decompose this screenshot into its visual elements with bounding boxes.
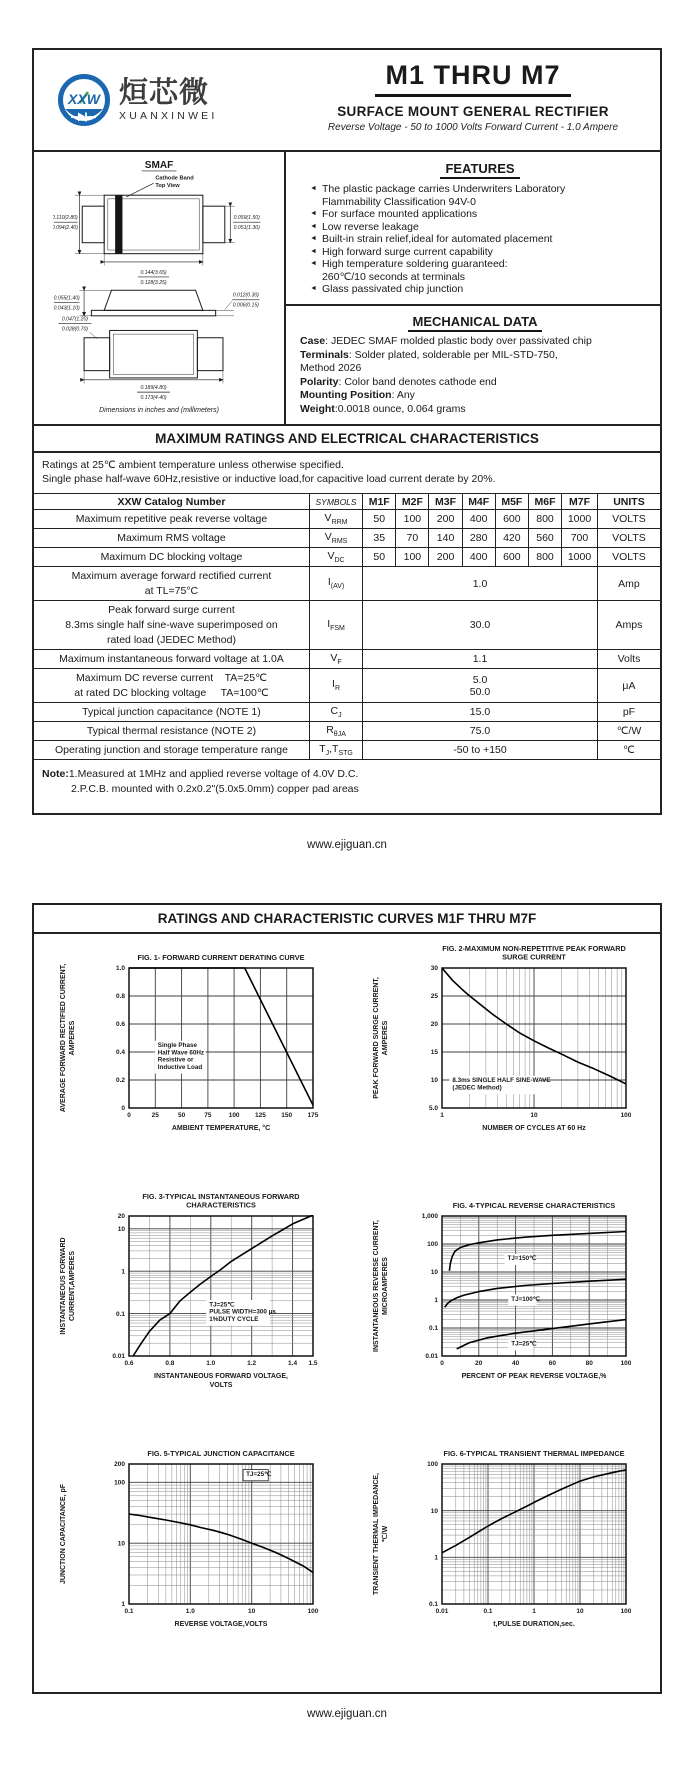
parameter-cell: Maximum DC reverse current TA=25℃ at rated DC blocking voltage TA=100℃ — [34, 669, 309, 703]
symbol-cell: $R_{\theta JA}$ — [309, 722, 362, 741]
fig2-chart — [354, 942, 654, 1178]
svg-text:TJ=25℃: TJ=25℃ — [208, 1301, 234, 1309]
value-cell: 15.0 — [363, 703, 598, 722]
svg-text:XXW: XXW — [68, 91, 100, 107]
table-header-cell: M2F — [396, 494, 429, 510]
feature-bullet-icon: ◄ — [310, 185, 317, 192]
curves-page-title: RATINGS AND CHARACTERISTIC CURVES M1F THRU M7F — [34, 905, 660, 934]
feature-item: ◄ High forward surge current capability — [310, 245, 493, 258]
footnote-1: Note:1.Measured at 1MHz and applied reverse voltage of 4.0V D.C. — [42, 768, 359, 780]
svg-text:75: 75 — [203, 1112, 211, 1119]
value-cell: 1.0 — [363, 567, 598, 601]
datasheet-page-2 — [32, 903, 662, 1694]
feature-item: ◄ Built-in strain relief,ideal for automated placement — [310, 233, 553, 245]
header — [34, 50, 660, 152]
svg-text:TJ=25℃: TJ=25℃ — [510, 1340, 536, 1348]
svg-text:10: 10 — [430, 1269, 438, 1277]
svg-text:Half Wave 60Hz: Half Wave 60Hz — [157, 1049, 204, 1057]
parameter-cell: Operating junction and storage temperature range — [34, 741, 309, 760]
svg-text:1: 1 — [531, 1608, 536, 1615]
svg-text:0.1: 0.1 — [482, 1608, 493, 1615]
svg-text:0: 0 — [439, 1360, 444, 1367]
table-row — [34, 510, 660, 529]
feature-bullet-icon: ◄ — [310, 285, 317, 292]
feature-bullet-icon: ◄ — [310, 260, 317, 267]
value-cell: 50 — [363, 548, 396, 567]
parameter-cell: Maximum DC blocking voltage — [34, 548, 309, 567]
parameter-cell: Maximum repetitive peak reverse voltage — [34, 510, 309, 529]
parameter-cell: Typical junction capacitance (NOTE 1) — [34, 703, 309, 722]
features-list — [310, 183, 650, 296]
svg-text:0.1: 0.1 — [428, 1325, 438, 1333]
svg-text:125: 125 — [254, 1112, 266, 1119]
units-cell: VOLTS — [597, 548, 660, 567]
symbol-cell: $V_F$ — [309, 650, 362, 669]
table-row — [34, 548, 660, 567]
svg-text:0.1: 0.1 — [428, 1601, 438, 1609]
table-header-row — [34, 494, 660, 510]
dim-label: 0.094(2.40) — [53, 225, 78, 232]
ratings-condition-1: Ratings at 25℃ ambient temperature unless otherwise specified. — [42, 459, 344, 471]
dim-label: 0.028(0.70) — [61, 326, 89, 333]
package-column — [34, 152, 286, 424]
fig4-chart — [354, 1190, 654, 1426]
symbol-cell: $V_{RRM}$ — [309, 510, 362, 529]
svg-text:Inductive Load: Inductive Load — [157, 1063, 202, 1071]
table-row — [34, 669, 660, 703]
svg-text:FIG. 1- FORWARD CURRENT DERATI: FIG. 1- FORWARD CURRENT DERATING CURVE — [136, 953, 305, 962]
symbol-cell: $C_J$ — [309, 703, 362, 722]
doc-ratings-line: Reverse Voltage - 50 to 1000 Volts Forward Current - 1.0 Ampere — [327, 122, 619, 133]
svg-text:INSTANTANEOUS FORWARD: INSTANTANEOUS FORWARD — [59, 1237, 67, 1335]
mechanical-data-section — [286, 306, 660, 425]
value-cell: 400 — [462, 510, 495, 529]
table-header-cell: M5F — [495, 494, 528, 510]
ratings-table — [34, 494, 660, 760]
svg-text:VOLTS: VOLTS — [209, 1382, 232, 1389]
svg-text:10: 10 — [430, 1077, 438, 1085]
symbol-cell: $V_{DC}$ — [309, 548, 362, 567]
svg-text:0.2: 0.2 — [115, 1077, 125, 1085]
brand-block — [119, 78, 218, 122]
svg-text:INSTANTANEOUS REVERSE CURRENT,: INSTANTANEOUS REVERSE CURRENT, — [372, 1220, 380, 1352]
dim-label: 0.006(0.15) — [232, 302, 259, 309]
value-cell: 30.0 — [363, 601, 598, 650]
svg-text:175: 175 — [307, 1112, 318, 1119]
cathode-band-label: Cathode Band — [155, 175, 194, 182]
svg-text:Resistive or: Resistive or — [157, 1056, 193, 1064]
dimensions-caption: Dimensions in inches and (millimeters) — [99, 406, 219, 414]
value-cell: 800 — [528, 510, 561, 529]
svg-text:TJ=100℃: TJ=100℃ — [510, 1295, 540, 1303]
ratings-banner: MAXIMUM RATINGS AND ELECTRICAL CHARACTERISTICS — [34, 424, 660, 453]
svg-text:0.01: 0.01 — [435, 1608, 448, 1615]
table-header-cell: M6F — [528, 494, 561, 510]
svg-text:0.8: 0.8 — [164, 1360, 174, 1367]
units-cell: Amp — [597, 567, 660, 601]
svg-text:1.0: 1.0 — [205, 1360, 215, 1367]
svg-text:0.4: 0.4 — [115, 1049, 125, 1057]
dim-label: 0.059(1.50) — [233, 214, 260, 221]
svg-text:PERCENT OF PEAK REVERSE VOLTAG: PERCENT OF PEAK REVERSE VOLTAGE,% — [461, 1373, 606, 1380]
table-footnotes — [34, 760, 660, 813]
svg-text:AMPERES: AMPERES — [68, 1020, 76, 1056]
value-cell: 560 — [528, 529, 561, 548]
value-cell: 1000 — [562, 510, 598, 529]
ratings-condition-2: Single phase half-wave 60Hz,resistive or inductive load,for capacitive load current derate by 20%. — [42, 473, 496, 485]
features-mech-column — [286, 152, 660, 424]
svg-text:100: 100 — [620, 1360, 631, 1367]
dim-label: 0.144(3.65) — [140, 269, 167, 276]
value-cell: 200 — [429, 548, 462, 567]
site-url-bottom: www.ejiguan.cn — [307, 1708, 387, 1720]
svg-text:FIG. 2-MAXIMUM NON-REPETITIVE: FIG. 2-MAXIMUM NON-REPETITIVE PEAK FORWARD — [441, 944, 626, 953]
svg-text:CHARACTERISTICS: CHARACTERISTICS — [185, 1200, 256, 1210]
mechanical-line: Polarity: Color band denotes cathode end — [300, 375, 497, 388]
feature-item: ◄ Low reverse leakage — [310, 220, 419, 233]
fig1-chart — [41, 942, 341, 1178]
units-cell: VOLTS — [597, 529, 660, 548]
parameter-cell: Maximum RMS voltage — [34, 529, 309, 548]
svg-text:40: 40 — [511, 1360, 519, 1367]
ratings-conditions — [34, 453, 660, 494]
symbol-cell: $I_{FSM}$ — [309, 601, 362, 650]
value-cell: 140 — [429, 529, 462, 548]
dim-label: 0.110(2.80) — [53, 214, 78, 221]
dim-label: 0.055(1.40) — [53, 295, 80, 302]
doc-title: M1 THRU M7 — [375, 60, 570, 97]
value-cell: -50 to +150 — [363, 741, 598, 760]
feature-bullet-icon: ◄ — [310, 235, 317, 242]
feature-item: ◄ For surface mounted applications — [310, 208, 478, 220]
symbol-cell: $T_J,T_{STG}$ — [309, 741, 362, 760]
svg-text:(JEDEC Method): (JEDEC Method) — [451, 1084, 502, 1092]
table-header-cell: SYMBOLS — [309, 494, 362, 510]
table-header-cell: M1F — [363, 494, 396, 510]
symbol-cell: $V_{RMS}$ — [309, 529, 362, 548]
mechanical-line: Weight:0.0018 ounce, 0.064 grams — [300, 402, 466, 415]
value-cell: 280 — [462, 529, 495, 548]
doc-subtitle: SURFACE MOUNT GENERAL RECTIFIER — [337, 104, 609, 119]
table-header-cell: M4F — [462, 494, 495, 510]
svg-text:1.0: 1.0 — [115, 965, 125, 973]
fig5-typical-junction-capacitance — [34, 1438, 347, 1686]
svg-text:100: 100 — [620, 1608, 631, 1615]
svg-text:20: 20 — [117, 1213, 125, 1221]
fig3-instantaneous-forward-characteristics — [34, 1190, 347, 1438]
svg-text:1: 1 — [439, 1112, 444, 1119]
table-header-cell: XXW Catalog Number — [34, 494, 309, 510]
units-cell: Volts — [597, 650, 660, 669]
svg-text:FIG. 5-TYPICAL JUNCTION CAPACI: FIG. 5-TYPICAL JUNCTION CAPACITANCE — [146, 1449, 295, 1458]
svg-text:1: 1 — [433, 1554, 438, 1562]
table-header-cell: M7F — [562, 494, 598, 510]
svg-text:100: 100 — [426, 1241, 438, 1249]
value-cell: 800 — [528, 548, 561, 567]
svg-text:80: 80 — [585, 1360, 593, 1367]
fig3-chart — [41, 1190, 341, 1426]
svg-text:50: 50 — [177, 1112, 185, 1119]
mechanical-line: Method 2026 — [300, 362, 362, 374]
dim-label: 0.012(0.30) — [232, 292, 259, 299]
site-url: www.ejiguan.cn — [307, 839, 387, 851]
table-header-cell: UNITS — [597, 494, 660, 510]
symbol-cell: $I_{(AV)}$ — [309, 567, 362, 601]
fig1-forward-current-derating — [34, 942, 347, 1190]
svg-text:25: 25 — [151, 1112, 159, 1119]
svg-text:1%DUTY CYCLE: 1%DUTY CYCLE — [208, 1315, 259, 1323]
value-cell: 5.0 50.0 — [363, 669, 598, 703]
content-row — [34, 152, 660, 424]
svg-text:0.1: 0.1 — [123, 1608, 134, 1615]
parameter-cell: Typical thermal resistance (NOTE 2) — [34, 722, 309, 741]
mechanical-line: Terminals: Solder plated, solderable per MIL-STD-750, — [300, 348, 558, 361]
svg-text:TRANSIENT THERMAL IMPEDANCE,: TRANSIENT THERMAL IMPEDANCE, — [372, 1473, 380, 1595]
parameter-cell: Maximum instantaneous forward voltage at 1.0A — [34, 650, 309, 669]
svg-text:20: 20 — [474, 1360, 482, 1367]
svg-text:200: 200 — [113, 1461, 125, 1469]
svg-text:PEAK FORWARD SURGE CURRENT,: PEAK FORWARD SURGE CURRENT, — [372, 977, 380, 1099]
svg-text:100: 100 — [307, 1608, 318, 1615]
units-cell: ℃ — [597, 741, 660, 760]
svg-text:25: 25 — [430, 993, 438, 1001]
value-cell: 600 — [495, 510, 528, 529]
svg-text:1.2: 1.2 — [246, 1360, 256, 1367]
value-cell: 400 — [462, 548, 495, 567]
table-row — [34, 703, 660, 722]
svg-text:FIG. 4-TYPICAL REVERSE CHARACT: FIG. 4-TYPICAL REVERSE CHARACTERISTICS — [452, 1201, 615, 1210]
dim-label: 0.051(1.30) — [233, 225, 260, 232]
footnote-2: 2.P.C.B. mounted with 0.2x0.2"(5.0x5.0mm) copper pad areas — [71, 783, 359, 795]
value-cell: 600 — [495, 548, 528, 567]
top-view-label: Top View — [155, 182, 180, 189]
table-row — [34, 722, 660, 741]
value-cell: 1000 — [562, 548, 598, 567]
value-cell: 50 — [363, 510, 396, 529]
units-cell: pF — [597, 703, 660, 722]
svg-text:20: 20 — [430, 1021, 438, 1029]
svg-text:1: 1 — [120, 1601, 125, 1609]
svg-text:REVERSE VOLTAGE,VOLTS: REVERSE VOLTAGE,VOLTS — [174, 1621, 267, 1628]
svg-text:t,PULSE DURATION,sec.: t,PULSE DURATION,sec. — [492, 1621, 575, 1628]
svg-text:FIG. 6-TYPICAL TRANSIENT THERM: FIG. 6-TYPICAL TRANSIENT THERMAL IMPEDANCE — [443, 1449, 624, 1458]
features-heading: FEATURES — [440, 161, 519, 179]
cathode-band-mark — [115, 195, 122, 253]
company-logo — [34, 50, 286, 150]
fig2-peak-forward-surge-current — [347, 942, 660, 1190]
svg-text:100: 100 — [228, 1112, 240, 1119]
brand-name-cn: 烜芯微 — [119, 77, 210, 109]
svg-text:10: 10 — [117, 1225, 125, 1233]
svg-text:1,000: 1,000 — [421, 1213, 438, 1221]
svg-text:AMBIENT TEMPERATURE, °C: AMBIENT TEMPERATURE, °C — [171, 1125, 270, 1132]
svg-text:0.01: 0.01 — [424, 1353, 438, 1361]
units-cell: Amps — [597, 601, 660, 650]
svg-text:0.6: 0.6 — [115, 1021, 125, 1029]
svg-text:5.0: 5.0 — [428, 1105, 438, 1113]
svg-text:FIG. 3-TYPICAL INSTANTANEOUS F: FIG. 3-TYPICAL INSTANTANEOUS FORWARD — [141, 1192, 300, 1201]
svg-text:1: 1 — [120, 1268, 125, 1276]
value-cell: 35 — [363, 529, 396, 548]
dim-label: 0.043(1.10) — [53, 305, 80, 312]
feature-bullet-icon: ◄ — [310, 222, 317, 230]
feature-bullet-icon: ◄ — [310, 247, 317, 255]
datasheet-page-1 — [32, 48, 662, 815]
svg-text:15: 15 — [430, 1049, 438, 1057]
mechanical-lines — [300, 335, 650, 416]
svg-text:0.6: 0.6 — [123, 1360, 134, 1367]
svg-text:1.5: 1.5 — [307, 1360, 318, 1367]
svg-text:NUMBER OF CYCLES AT 60 Hz: NUMBER OF CYCLES AT 60 Hz — [481, 1125, 586, 1132]
svg-text:℃/W: ℃/W — [381, 1525, 389, 1543]
mechanical-line: Case: JEDEC SMAF molded plastic body over passivated chip — [300, 335, 592, 347]
svg-text:Single Phase: Single Phase — [157, 1042, 197, 1050]
fig4-typical-reverse-characteristics — [347, 1190, 660, 1438]
svg-text:AMPERES: AMPERES — [381, 1020, 389, 1056]
dim-label: 0.128(3.25) — [140, 279, 167, 286]
units-cell: ℃/W — [597, 722, 660, 741]
value-cell: 1.1 — [363, 650, 598, 669]
feature-item: ◄ High temperature soldering guaranteed: 260℃/10 seconds at terminals — [310, 258, 508, 283]
table-row — [34, 567, 660, 601]
svg-text:TJ=150℃: TJ=150℃ — [507, 1255, 536, 1263]
value-cell: 100 — [396, 510, 429, 529]
svg-text:30: 30 — [430, 965, 438, 973]
svg-text:1: 1 — [433, 1297, 438, 1305]
svg-text:PULSE WIDTH=300 μs: PULSE WIDTH=300 μs — [208, 1308, 276, 1316]
svg-text:0.1: 0.1 — [115, 1310, 125, 1318]
svg-text:10: 10 — [247, 1608, 255, 1615]
value-cell: 420 — [495, 529, 528, 548]
features-section — [286, 152, 660, 306]
symbol-cell: $I_R$ — [309, 669, 362, 703]
table-header-cell: M3F — [429, 494, 462, 510]
svg-text:100: 100 — [620, 1112, 631, 1119]
mechanical-line: Mounting Position: Any — [300, 389, 415, 401]
value-cell: 75.0 — [363, 722, 598, 741]
brand-name-en: XUANXINWEI — [119, 110, 218, 122]
svg-text:1.4: 1.4 — [287, 1360, 297, 1367]
svg-text:SURGE CURRENT: SURGE CURRENT — [501, 952, 566, 962]
svg-text:INSTANTANEOUS FORWARD VOLTAGE,: INSTANTANEOUS FORWARD VOLTAGE, — [153, 1373, 288, 1380]
svg-text:10: 10 — [575, 1608, 584, 1615]
dim-label: 0.047(1.20) — [61, 316, 89, 323]
table-row — [34, 529, 660, 548]
units-cell: VOLTS — [597, 510, 660, 529]
svg-text:100: 100 — [113, 1479, 125, 1487]
svg-text:0: 0 — [120, 1105, 125, 1113]
svg-text:150: 150 — [280, 1112, 292, 1119]
table-row — [34, 601, 660, 650]
feature-item: ◄ The plastic package carries Underwriters Laboratory Flammability Classification 94V-0 — [310, 183, 566, 208]
svg-text:60: 60 — [548, 1360, 556, 1367]
value-cell: 200 — [429, 510, 462, 529]
svg-text:AVERAGE FORWARD RECTIFIED CURR: AVERAGE FORWARD RECTIFIED CURRENT, — [59, 963, 67, 1113]
figures-grid — [34, 934, 660, 1692]
value-cell: 70 — [396, 529, 429, 548]
table-row — [34, 741, 660, 760]
fig6-transient-thermal-impedance — [347, 1438, 660, 1686]
logo-mark-icon — [56, 72, 112, 128]
svg-text:10: 10 — [430, 1507, 438, 1515]
mechanical-heading: MECHANICAL DATA — [408, 314, 543, 332]
svg-text:0.8: 0.8 — [115, 993, 125, 1001]
svg-text:8.3ms SINGLE HALF SINE-WAVE: 8.3ms SINGLE HALF SINE-WAVE — [451, 1077, 551, 1085]
svg-text:0: 0 — [126, 1112, 131, 1119]
package-outline-drawing — [53, 155, 265, 400]
dim-label: 0.173(4.40) — [140, 394, 167, 400]
svg-text:JUNCTION CAPACITANCE, pF: JUNCTION CAPACITANCE, pF — [59, 1483, 67, 1585]
units-cell: μA — [597, 669, 660, 703]
svg-text:10: 10 — [117, 1540, 125, 1548]
parameter-cell: Maximum average forward rectified current at TL=75°C — [34, 567, 309, 601]
svg-text:1.0: 1.0 — [185, 1608, 195, 1615]
svg-text:100: 100 — [426, 1461, 438, 1469]
table-row — [34, 650, 660, 669]
svg-text:MICROAMPERES: MICROAMPERES — [381, 1257, 389, 1315]
svg-text:10: 10 — [529, 1112, 538, 1119]
value-cell: 100 — [396, 548, 429, 567]
parameter-cell: Peak forward surge current 8.3ms single half sine-wave superimposed on rated load (JEDEC Method) — [34, 601, 309, 650]
svg-text:0.01: 0.01 — [111, 1353, 125, 1361]
svg-text:CURRENT,AMPERES: CURRENT,AMPERES — [68, 1250, 76, 1322]
package-name: SMAF — [144, 159, 174, 171]
dim-label: 0.189(4.80) — [140, 384, 167, 391]
fig6-chart — [354, 1438, 654, 1674]
svg-text:TJ=25℃: TJ=25℃ — [245, 1471, 271, 1478]
fig5-chart — [41, 1438, 341, 1674]
title-block — [286, 50, 660, 150]
value-cell: 700 — [562, 529, 598, 548]
feature-bullet-icon: ◄ — [310, 210, 317, 217]
feature-item: ◄ Glass passivated chip junction — [310, 283, 464, 295]
